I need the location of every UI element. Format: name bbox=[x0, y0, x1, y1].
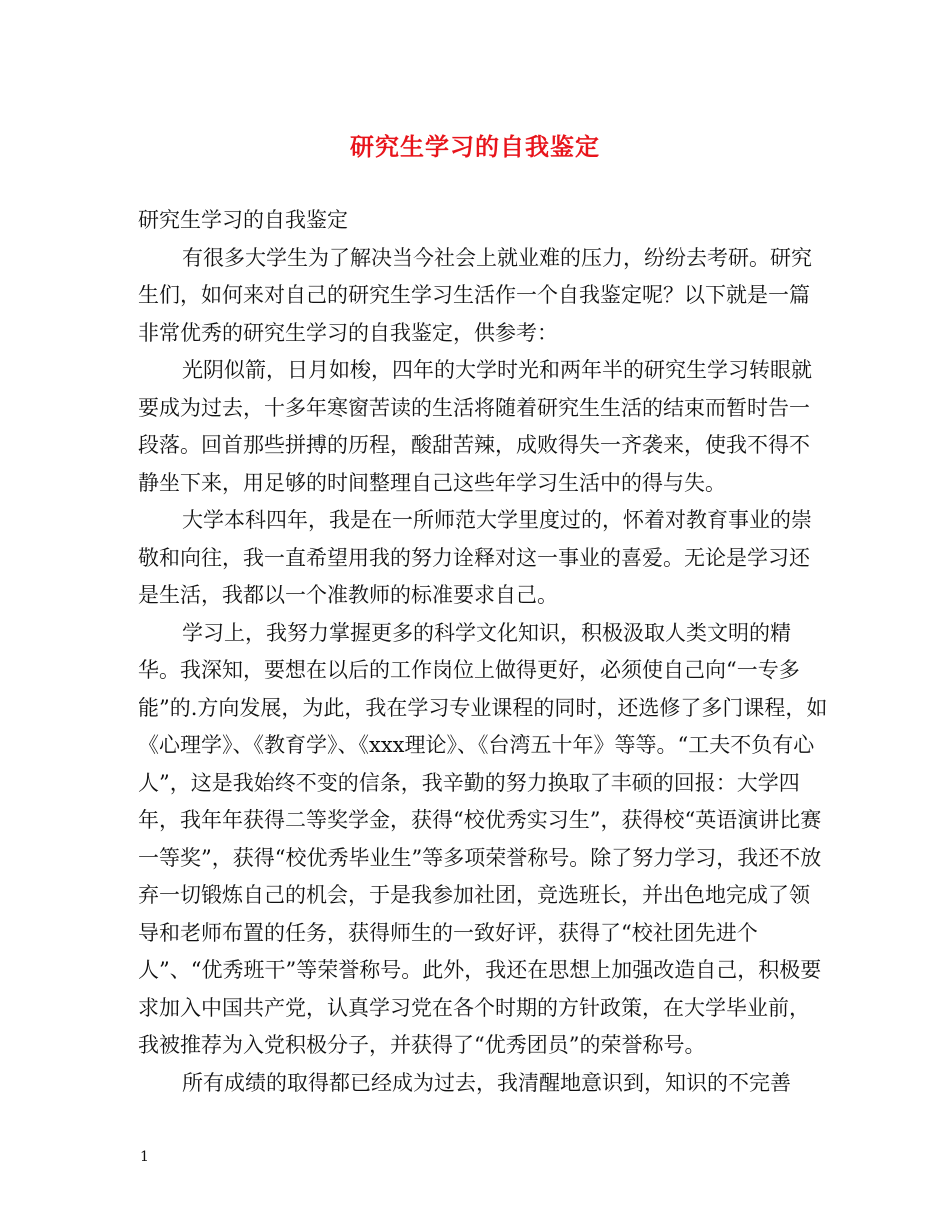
paragraph-intro: 有很多大学生为了解决当今社会上就业难的压力，纷纷去考研。研究生们，如何来对自己的研究生学习生活作一个自我鉴定呢？以下就是一篇非常优秀的研究生学习的自我鉴定，供参考： bbox=[138, 245, 812, 345]
document-body bbox=[138, 202, 828, 1102]
page-number: 1 bbox=[140, 1149, 149, 1165]
document-title: 研究生学习的自我鉴定 bbox=[350, 132, 600, 161]
paragraph-study-achievements: 学习上，我努力掌握更多的科学文化知识，积极汲取人类文明的精华。我深知，要想在以后的工作岗位上做得更好，必须使自己向“一专多能”的.方向发展，为此，我在学习专业课程的同时，还选修了多门课程，如《心理学》、《教育学》、《xxx理论》、《台湾五十年》等等。“工夫不负有心人”，这是我始终不变的信条，我辛勤的努力换取了丰硕的回报：大学四年，我年年获得二等奖学金，获得“校优秀实习生”，获得校“英语演讲比赛一等奖”，获得“校优秀毕业生”等多项荣誉称号。除了努力学习，我还不放弃一切锻炼自己的机会，于是我参加社团，竞选班长，并出色地完成了领导和老师布置的任务，获得师生的一致好评，获得了“校社团先进个人”、“优秀班干”等荣誉称号。此外，我还在思想上加强改造自己，积极要求加入中国共产党，认真学习党在各个时期的方针政策，在大学毕业前，我被推荐为入党积极分子，并获得了“优秀团员”的荣誉称号。 bbox=[138, 620, 828, 1057]
paragraph-undergraduate: 大学本科四年，我是在一所师范大学里度过的，怀着对教育事业的崇敬和向往，我一直希望用我的努力诠释对这一事业的喜爱。无论是学习还是生活，我都以一个准教师的标准要求自己。 bbox=[138, 508, 812, 607]
paragraph-reflection: 所有成绩的取得都已经成为过去，我清醒地意识到，知识的不完善 bbox=[182, 1070, 791, 1095]
paragraph-time-flies: 光阴似箭，日月如梭，四年的大学时光和两年半的研究生学习转眼就要成为过去，十多年寒窗苦读的生活将随着研究生生活的结束而暂时告一段落。回首那些拼搏的历程，酸甜苦辣，成败得失一齐袭来，使我不得不静坐下来，用足够的时间整理自己这些年学习生活中的得与失。 bbox=[138, 358, 812, 495]
document-subtitle: 研究生学习的自我鉴定 bbox=[138, 208, 348, 232]
